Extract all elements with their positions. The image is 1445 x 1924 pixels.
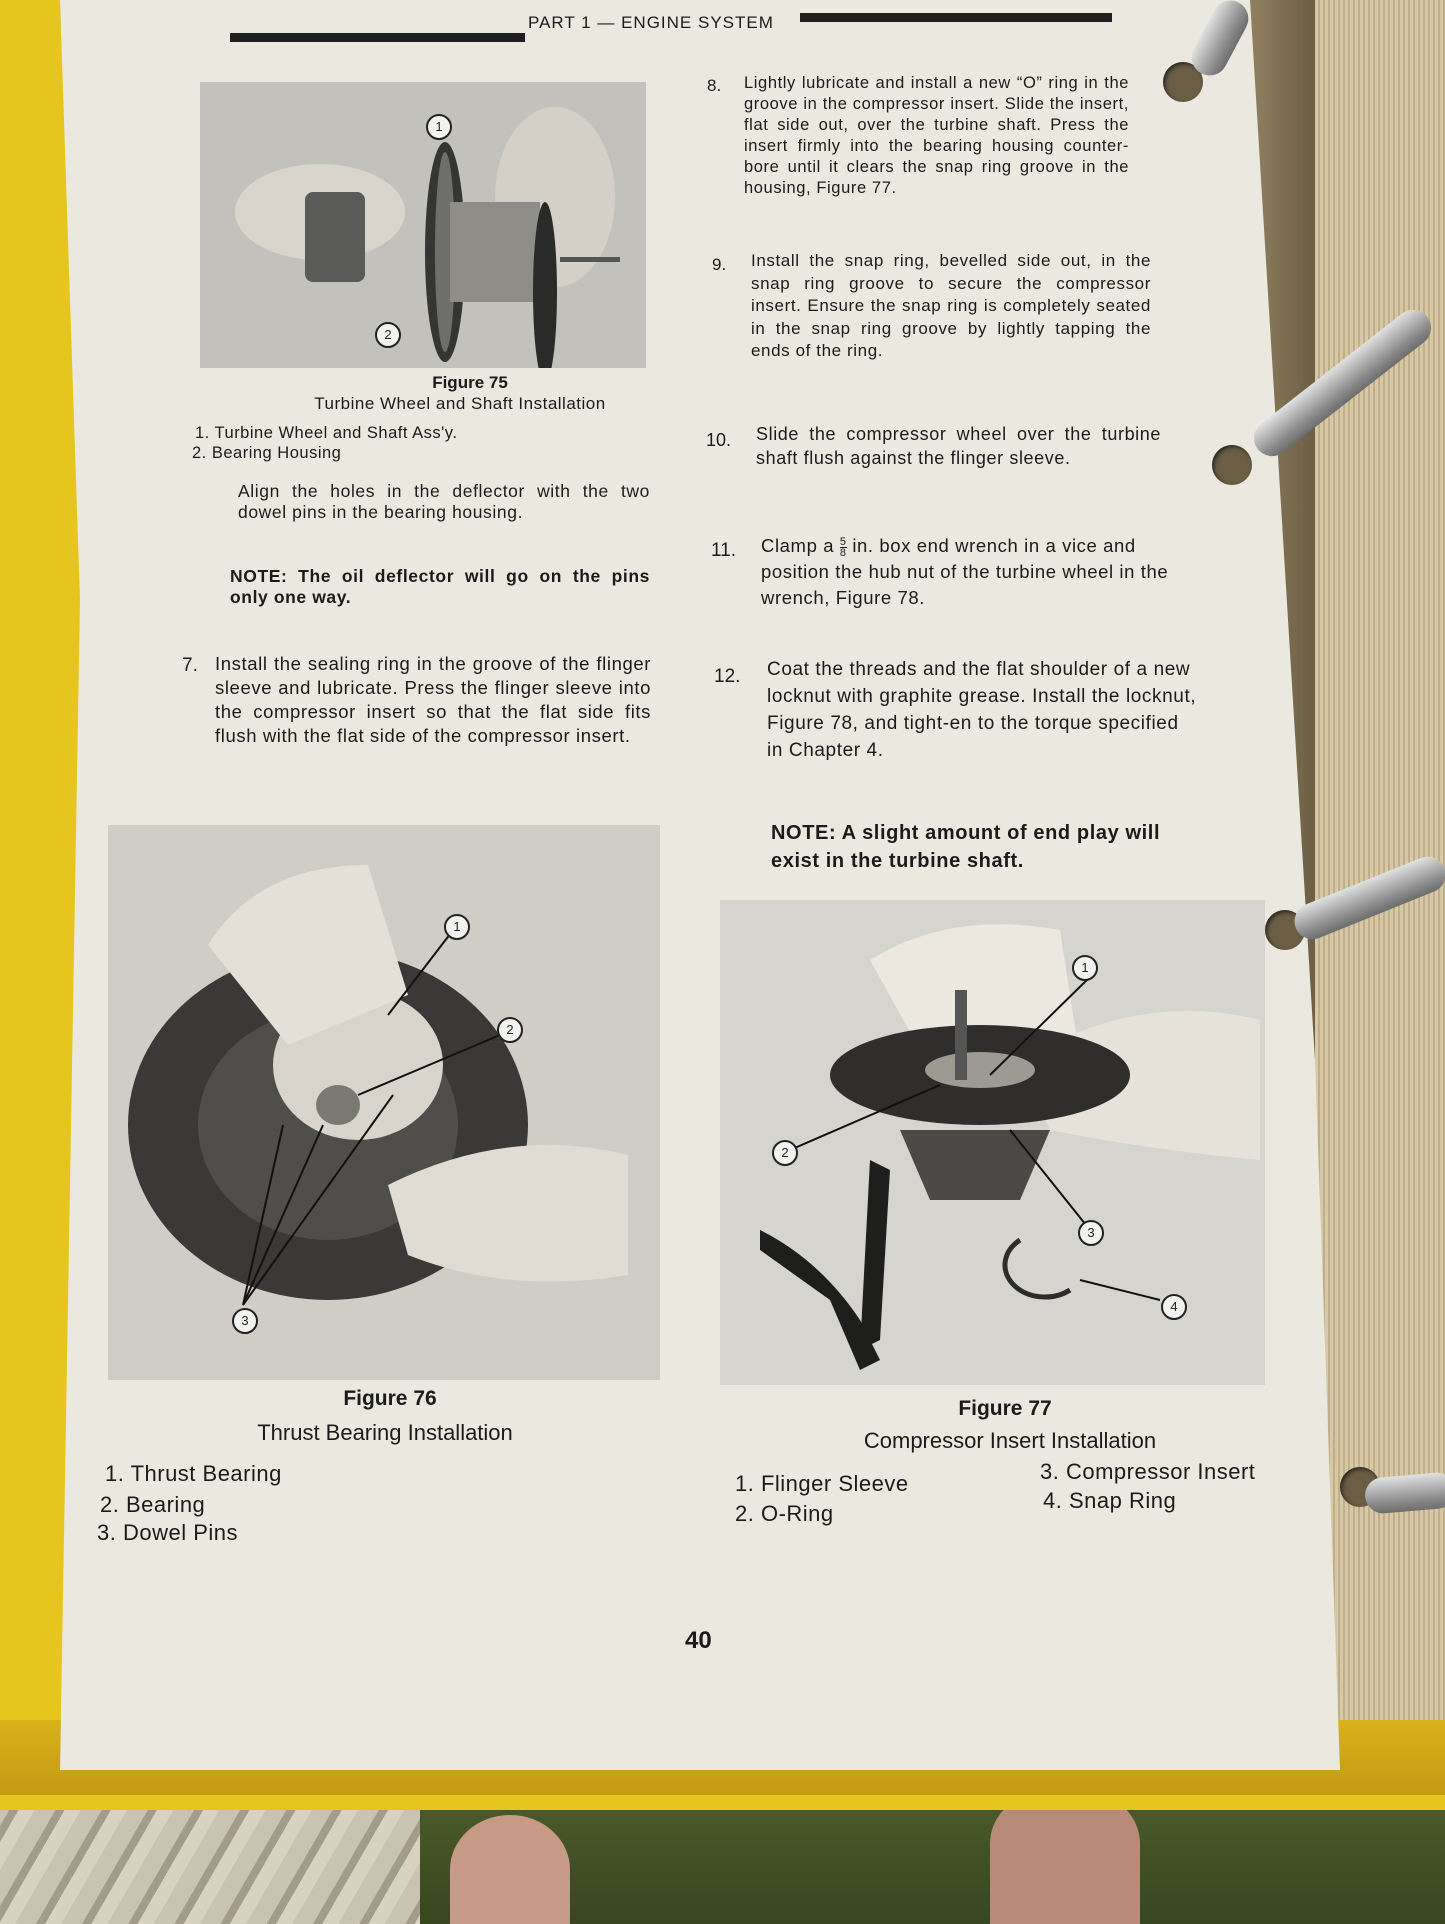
step-11-text <box>761 533 1171 611</box>
oil-deflector-note: NOTE: The oil deflector will go on the pins only one way. <box>230 566 650 607</box>
foot-left <box>450 1815 570 1924</box>
step-11-text-end: in. box end wrench in a vice and position the hub nut of the turbine wheel in the wrench, Figure 78. <box>761 535 1169 608</box>
callout-2: 2 <box>772 1140 798 1166</box>
figure-76-subtitle: Thrust Bearing Installation <box>257 1420 513 1445</box>
figure-77-subtitle: Compressor Insert Installation <box>863 1428 1157 1453</box>
figure-77-legend-item: 3. Compressor Insert <box>1040 1459 1256 1484</box>
figure-76-title: Figure 76 <box>343 1387 437 1410</box>
callout-3: 3 <box>232 1308 258 1334</box>
step-8-number: 8. <box>707 76 722 95</box>
figure-75-legend-item: 1. Turbine Wheel and Shaft Ass'y. <box>195 424 458 442</box>
step-11-number: 11. <box>711 540 737 561</box>
figure-75-title: Figure 75 <box>432 373 508 392</box>
page-header: PART 1 — ENGINE SYSTEM <box>528 13 774 32</box>
fraction-numerator: 5 <box>839 535 847 548</box>
turbine-assembly-illustration <box>200 82 646 368</box>
figure-77-photo <box>720 900 1265 1385</box>
binder-ring <box>1364 1471 1445 1515</box>
step-8-text: Lightly lubricate and install a new “O” ring in the groove in the compressor insert. Slide the insert, flat side out, over the turbine shaft. Press the insert firmly into the bearing housing counter-bore until it clears the snap ring groove in the housing, Figure 77. <box>744 74 1129 197</box>
step-10-text: Slide the compressor wheel over the turbine shaft flush against the flinger sleeve. <box>756 424 1161 468</box>
fabric-background <box>0 1790 420 1924</box>
page-number: 40 <box>685 1627 712 1654</box>
callout-3: 3 <box>1078 1220 1104 1246</box>
callout-4: 4 <box>1161 1294 1187 1320</box>
figure-77-title: Figure 77 <box>958 1397 1052 1420</box>
step-7-text: Install the sealing ring in the groove of the flinger sleeve and lubricate. Press the flinger sleeve into the compressor insert so that the flat side fits flush with the flat side of the compressor insert. <box>215 653 651 746</box>
figure-75-legend-item: 2. Bearing Housing <box>192 444 342 462</box>
fraction-denominator: 8 <box>839 546 847 559</box>
step-9-number: 9. <box>712 255 727 274</box>
thrust-bearing-illustration <box>108 825 660 1380</box>
callout-1: 1 <box>444 914 470 940</box>
step-12-text: Coat the threads and the flat shoulder of a new locknut with graphite grease. Install the locknut, Figure 78, and tight-en to the torque specified in Chapter 4. <box>767 659 1197 761</box>
foot-right <box>990 1790 1140 1924</box>
figure-77-legend-item: 2. O-Ring <box>735 1501 834 1526</box>
callout-2: 2 <box>497 1017 523 1043</box>
end-play-note: NOTE: A slight amount of end play will exist in the turbine shaft. <box>771 822 1161 872</box>
figure-76-legend-item: 2. Bearing <box>100 1492 206 1517</box>
figure-77-legend-item: 4. Snap Ring <box>1043 1488 1177 1513</box>
header-rule-right <box>800 13 1112 22</box>
figure-75-photo <box>200 82 646 368</box>
figure-77-legend-item: 1. Flinger Sleeve <box>735 1471 909 1496</box>
callout-1: 1 <box>426 114 452 140</box>
figure-76-legend-item: 1. Thrust Bearing <box>105 1461 282 1486</box>
punch-hole <box>1212 445 1252 485</box>
align-paragraph: Align the holes in the deflector with the two dowel pins in the bearing housing. <box>238 481 650 522</box>
figure-76-legend-item: 3. Dowel Pins <box>97 1520 239 1545</box>
step-7-number: 7. <box>182 655 198 676</box>
callout-2: 2 <box>375 322 401 348</box>
callout-1: 1 <box>1072 955 1098 981</box>
step-12-number: 12. <box>714 666 741 687</box>
step-9-text: Install the snap ring, bevelled side out, in the snap ring groove to secure the compressor insert. Ensure the snap ring is completely seated in the snap ring groove by lightly tapping the ends of the ring. <box>751 251 1151 360</box>
header-rule-left <box>230 33 525 42</box>
fraction-five-eighths <box>840 537 847 558</box>
figure-75-subtitle: Turbine Wheel and Shaft Installation <box>314 394 606 413</box>
step-11-text-start: Clamp a <box>761 535 835 556</box>
figure-76-photo <box>108 825 660 1380</box>
step-10-number: 10. <box>706 430 732 450</box>
